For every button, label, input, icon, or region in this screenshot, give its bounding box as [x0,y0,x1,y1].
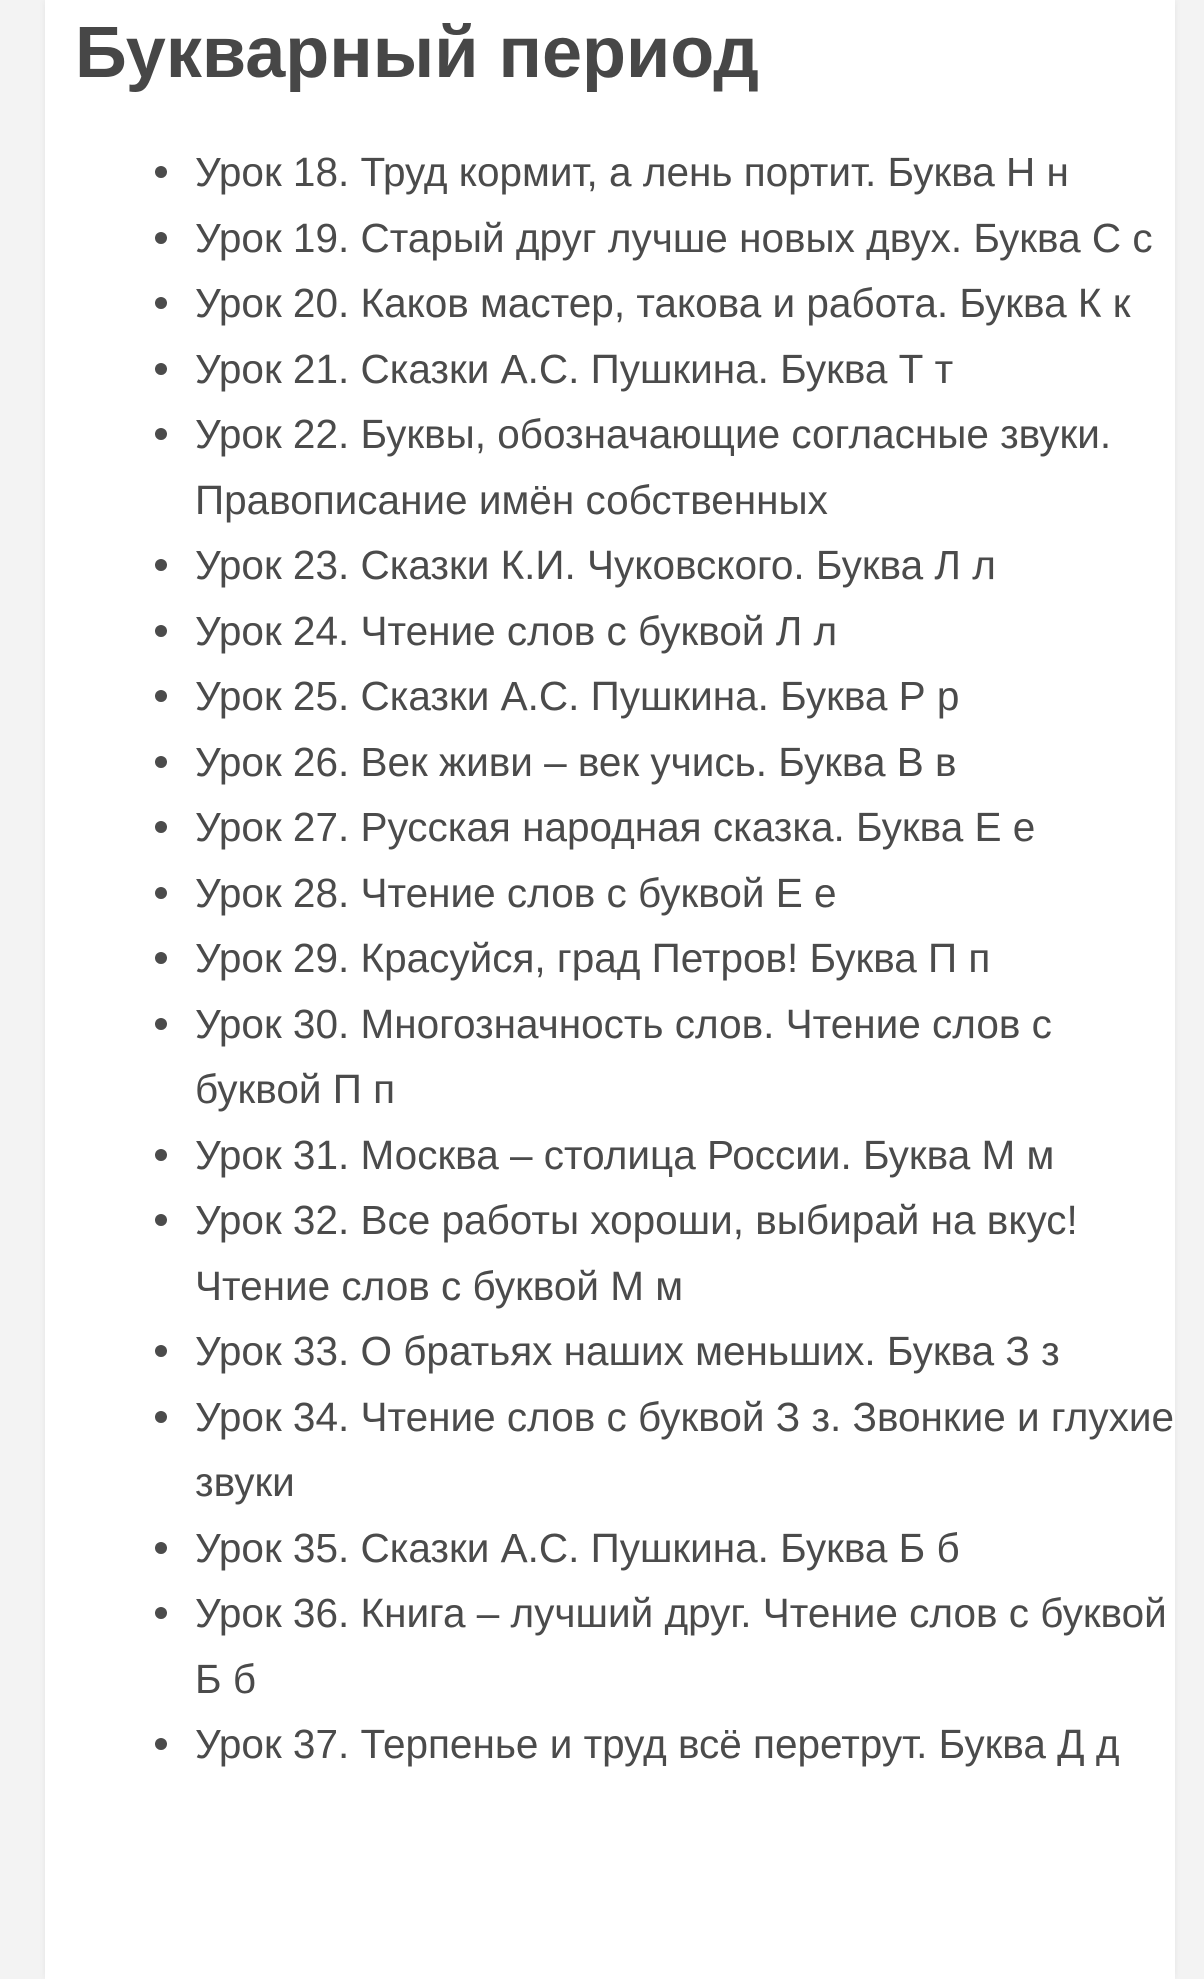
lesson-text[interactable]: Урок 29. Красуйся, град Петров! Буква П п [195,935,991,981]
bullet-icon [155,887,167,899]
lesson-item[interactable] [195,140,1175,206]
lesson-text[interactable]: Урок 26. Век живи – век учись. Буква В в [195,738,957,785]
lesson-item[interactable] [195,1188,1175,1319]
bullet-icon [155,428,167,440]
lesson-text[interactable]: Урок 25. Сказки А.С. Пушкина. Буква Р р [195,673,960,719]
bullet-icon [155,1018,167,1030]
lesson-item[interactable] [195,730,1175,796]
lesson-text[interactable]: Урок 28. Чтение слов с буквой Е е [195,869,837,916]
bullet-icon [155,166,167,178]
lesson-item[interactable] [195,337,1175,403]
lessons-list [195,140,1175,1778]
lesson-text[interactable]: Урок 34. Чтение слов с буквой З з. Звонкие и глухие звуки [195,1393,1175,1505]
bullet-icon [155,1411,167,1423]
lesson-text[interactable]: Урок 27. Русская народная сказка. Буква Е е [195,804,1036,850]
bullet-icon [155,1607,167,1619]
bullet-icon [155,1214,167,1226]
lesson-text[interactable]: Урок 37. Терпенье и труд всё перетрут. Буква Д д [195,1721,1120,1767]
lesson-text[interactable]: Урок 35. Сказки А.С. Пушкина. Буква Б б [195,1524,960,1571]
bullet-icon [155,690,167,702]
lesson-item[interactable] [195,926,1175,992]
bullet-icon [155,756,167,768]
lesson-text[interactable]: Урок 19. Старый друг лучше новых двух. Буква С с [195,214,1153,261]
lesson-text[interactable]: Урок 18. Труд кормит, а лень портит. Буква Н н [195,149,1069,195]
bullet-icon [155,232,167,244]
lesson-text[interactable]: Урок 21. Сказки А.С. Пушкина. Буква Т т [195,345,954,392]
bullet-icon [155,1542,167,1554]
lesson-item[interactable] [195,599,1175,665]
section-title: Букварный период [75,13,759,93]
lesson-item[interactable] [195,1712,1175,1778]
lesson-text[interactable]: Урок 33. О братьях наших меньших. Буква З з [195,1328,1060,1374]
lesson-item[interactable] [195,1123,1175,1189]
bullet-icon [155,625,167,637]
lesson-text[interactable]: Урок 32. Все работы хороши, выбирай на вкус! Чтение слов с буквой М м [195,1197,1078,1309]
lesson-text[interactable]: Урок 22. Буквы, обозначающие согласные звуки. Правописание имён собственных [195,411,1112,523]
bullet-icon [155,363,167,375]
bullet-icon [155,1345,167,1357]
lesson-item[interactable] [195,533,1175,599]
bullet-icon [155,952,167,964]
lesson-item[interactable] [195,992,1175,1123]
lesson-item[interactable] [195,1319,1175,1385]
lesson-item[interactable] [195,664,1175,730]
lesson-item[interactable] [195,1385,1175,1516]
bullet-icon [155,1738,167,1750]
lesson-item[interactable] [195,206,1175,272]
article-card [45,0,1175,1979]
lesson-item[interactable] [195,271,1175,337]
lesson-item[interactable] [195,795,1175,861]
lesson-text[interactable]: Урок 24. Чтение слов с буквой Л л [195,607,838,654]
bullet-icon [155,821,167,833]
lesson-text[interactable]: Урок 30. Многозначность слов. Чтение слов с буквой П п [195,1000,1052,1112]
lesson-item[interactable] [195,1581,1175,1712]
bullet-icon [155,559,167,571]
bullet-icon [155,1149,167,1161]
lesson-text[interactable]: Урок 23. Сказки К.И. Чуковского. Буква Л л [195,542,996,588]
lesson-text[interactable]: Урок 31. Москва – столица России. Буква М м [195,1131,1055,1178]
bullet-icon [155,297,167,309]
lesson-item[interactable] [195,402,1175,533]
lesson-item[interactable] [195,861,1175,927]
lesson-item[interactable] [195,1516,1175,1582]
lesson-text[interactable]: Урок 36. Книга – лучший друг. Чтение слов с буквой Б б [195,1590,1167,1702]
lesson-text[interactable]: Урок 20. Каков мастер, такова и работа. Буква К к [195,280,1131,326]
